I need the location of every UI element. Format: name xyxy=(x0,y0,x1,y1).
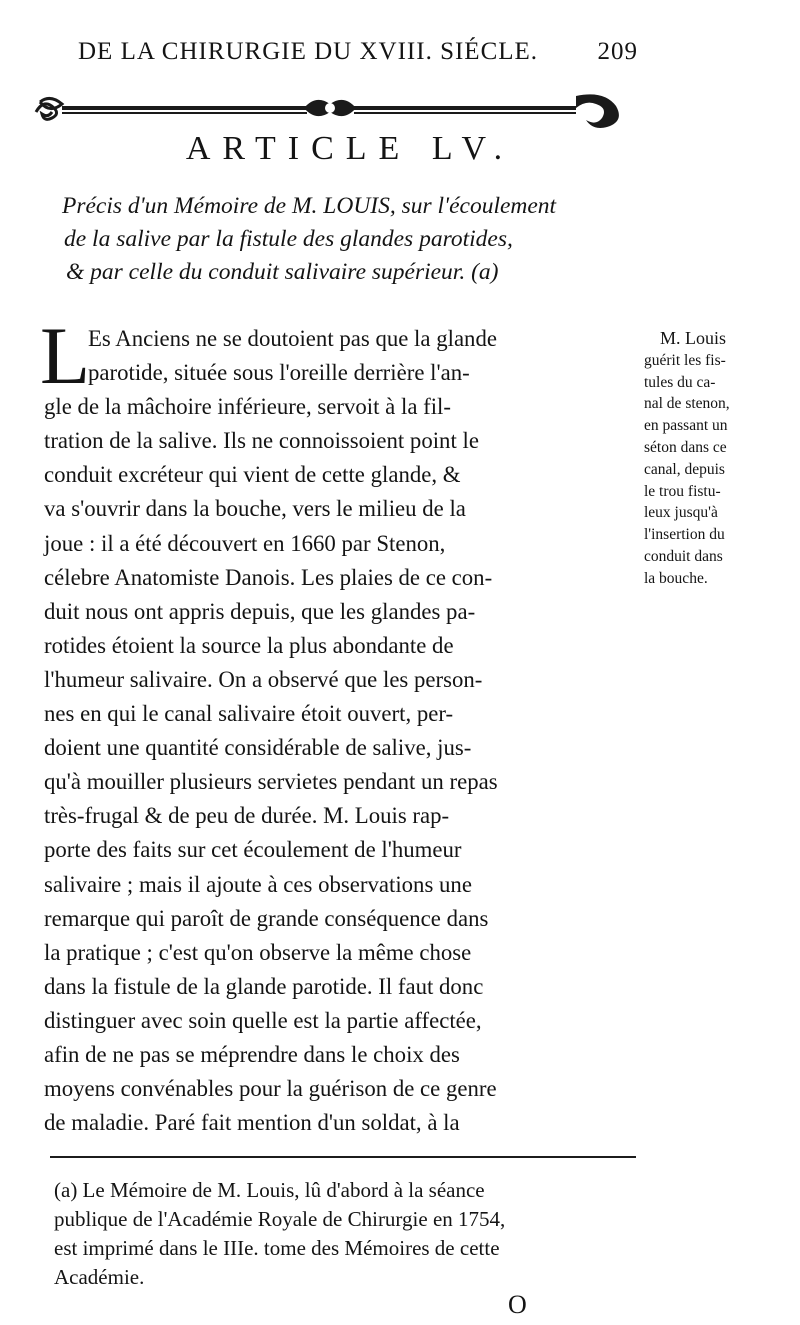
body-line: dans la fistule de la glande parotide. Il faut donc xyxy=(44,973,484,999)
body-line: remarque qui paroît de grande conséquence dans xyxy=(44,905,489,931)
body-line: la pratique ; c'est qu'on observe la même chose xyxy=(44,939,472,965)
body-line: qu'à mouiller plusieurs servietes pendant un repas xyxy=(44,769,498,795)
marginal-note-line: conduit dans xyxy=(644,547,723,565)
body-line: porte des faits sur cet écoulement de l'humeur xyxy=(44,837,462,863)
body-line: doient une quantité considérable de salive, jus- xyxy=(44,735,472,761)
body-line: très-frugal & de peu de durée. M. Louis rap- xyxy=(44,803,450,829)
body-line: gle de la mâchoire inférieure, servoit à la fil- xyxy=(44,394,451,420)
marginal-note-line: guérit les fis- xyxy=(644,351,726,369)
body-line: conduit excréteur qui vient de cette glande, & xyxy=(44,462,461,488)
subtitle-line: Précis d'un Mémoire de M. LOUIS, sur l'écoulement xyxy=(62,193,557,219)
footnote-line: Académie. xyxy=(54,1265,145,1289)
footnote-line: est imprimé dans le IIIe. tome des Mémoires de cette xyxy=(54,1236,500,1260)
body-line: moyens convénables pour la guérison de ce genre xyxy=(44,1076,497,1102)
subtitle-line: de la salive par la fistule des glandes parotides, xyxy=(64,226,513,252)
body-line: duit nous ont appris depuis, que les glandes pa- xyxy=(44,598,476,624)
body-line: l'humeur salivaire. On a observé que les person- xyxy=(44,666,483,692)
body-text xyxy=(40,310,638,1140)
body-line: joue : il a été découvert en 1660 par Stenon, xyxy=(44,530,446,556)
footnote xyxy=(54,1176,644,1292)
marginal-note-line: le trou fistu- xyxy=(644,482,721,500)
subtitle-line: & par celle du conduit salivaire supérieur. (a) xyxy=(66,259,499,285)
marginal-note-line: la bouche. xyxy=(644,569,708,587)
body-line: parotide, située sous l'oreille derrière l'an- xyxy=(88,360,470,386)
ornament-rule xyxy=(32,88,627,130)
signature-mark: O xyxy=(508,1290,527,1319)
running-title: DE LA CHIRURGIE DU XVIII. SIÉCLE. xyxy=(78,38,539,65)
footnote-line: publique de l'Académie Royale de Chirurgie en 1754, xyxy=(54,1207,506,1231)
marginal-note-line: leux jusqu'à xyxy=(644,504,718,522)
body-line: tration de la salive. Ils ne connoissoient point le xyxy=(44,428,479,454)
body-line: afin de ne pas se méprendre dans le choix des xyxy=(44,1041,460,1067)
marginal-note-line: séton dans ce xyxy=(644,438,727,456)
footnote-divider xyxy=(50,1156,636,1158)
body-line: distinguer avec soin quelle est la partie affectée, xyxy=(44,1007,482,1033)
body-line: de maladie. Paré fait mention d'un soldat, à la xyxy=(44,1110,460,1136)
marginal-note-line: canal, depuis xyxy=(644,460,725,478)
body-line: salivaire ; mais il ajoute à ces observations une xyxy=(44,871,472,897)
body-line: nes en qui le canal salivaire étoit ouvert, per- xyxy=(44,701,454,727)
footnote-line: (a) Le Mémoire de M. Louis, lû d'abord à la séance xyxy=(54,1178,485,1202)
article-title: ARTICLE LV. xyxy=(185,130,515,167)
marginal-note-line: nal de stenon, xyxy=(644,395,730,413)
drop-cap: L xyxy=(40,310,91,401)
marginal-note-line: M. Louis xyxy=(660,328,727,348)
marginal-note-line: en passant un xyxy=(644,417,728,435)
body-line: rotides étoient la source la plus abondante de xyxy=(44,632,454,658)
article-subtitle xyxy=(62,190,652,289)
marginal-note xyxy=(644,328,794,590)
marginal-note-line: l'insertion du xyxy=(644,526,725,544)
body-line: Es Anciens ne se doutoient pas que la glande xyxy=(88,326,497,351)
body-line: célebre Anatomiste Danois. Les plaies de ce con- xyxy=(44,564,493,590)
marginal-note-line: tules du ca- xyxy=(644,373,716,391)
page-number: 209 xyxy=(597,38,638,65)
body-line: va s'ouvrir dans la bouche, vers le milieu de la xyxy=(44,496,466,522)
